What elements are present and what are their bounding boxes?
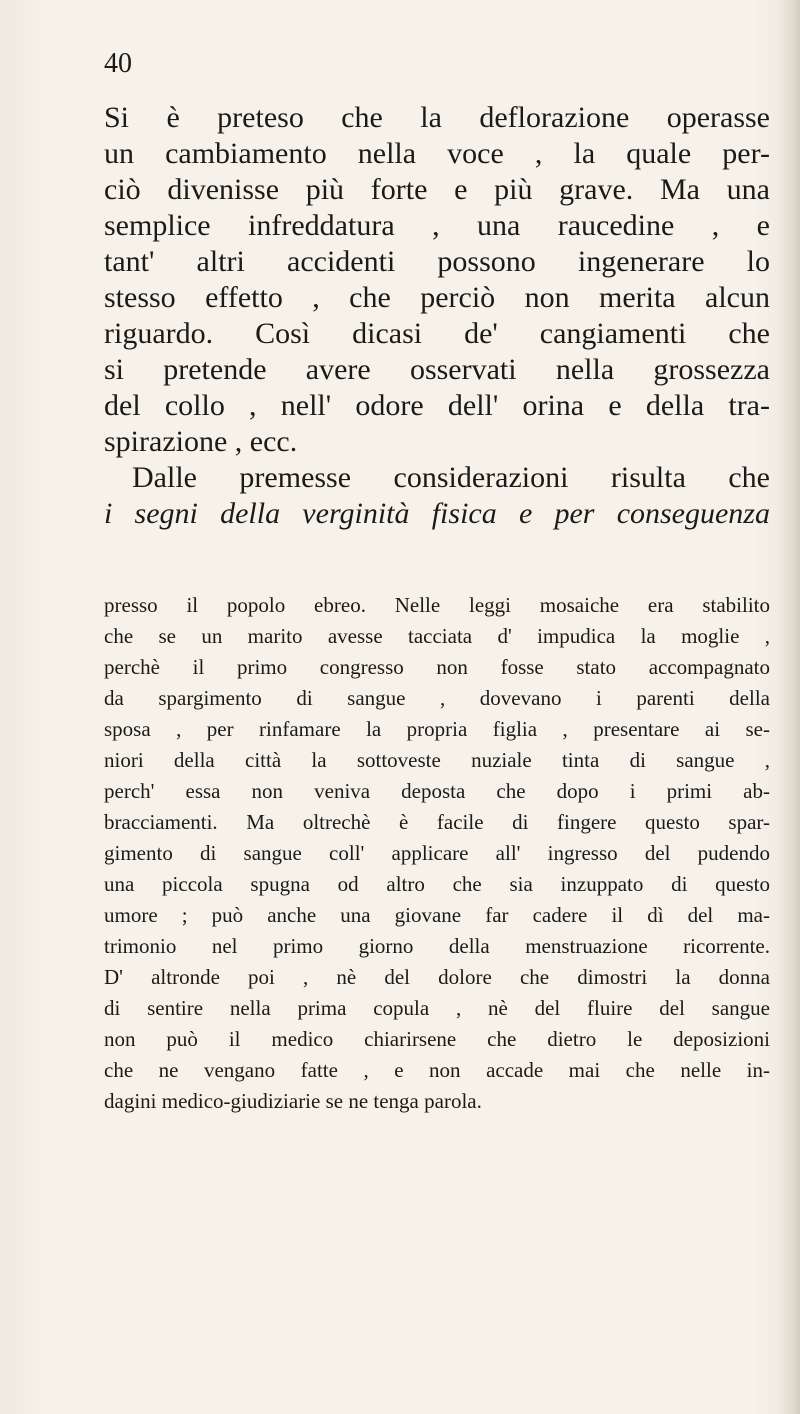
main-text-block (104, 100, 770, 532)
main-text-line: un cambiamento nella voce , la quale per- (104, 137, 770, 170)
main-text-line: del collo , nell' odore dell' orina e della tra- (104, 389, 770, 422)
main-text-line: stesso effetto , che perciò non merita alcun (104, 281, 770, 314)
footnote-line: umore ; può anche una giovane far cadere il dì del ma- (104, 903, 770, 927)
footnote-line: che ne vengano fatte , e non accade mai che nelle in- (104, 1058, 770, 1082)
main-text-line: ciò divenisse più forte e più grave. Ma una (104, 173, 770, 206)
main-text-line: Si è preteso che la deflorazione operasse (104, 101, 770, 134)
footnote-line: non può il medico chiarirsene che dietro le deposizioni (104, 1027, 770, 1051)
footnote-line: una piccola spugna od altro che sia inzuppato di questo (104, 872, 770, 896)
main-text-line: semplice infreddatura , una raucedine , e (104, 209, 770, 242)
footnote-line: da spargimento di sangue , dovevano i parenti della (104, 686, 770, 710)
main-text-line-italic: i segni della verginità fisica e per conseguenza (104, 497, 770, 530)
footnote-line: presso il popolo ebreo. Nelle leggi mosaiche era stabilito (104, 593, 770, 617)
footnote-line: bracciamenti. Ma oltrechè è facile di fingere questo spar- (104, 810, 770, 834)
main-text-line: si pretende avere osservati nella grossezza (104, 353, 770, 386)
footnote-line: di sentire nella prima copula , nè del fluire del sangue (104, 996, 770, 1020)
footnote-line: perchè il primo congresso non fosse stato accompagnato (104, 655, 770, 679)
main-text-line: riguardo. Così dicasi de' cangiamenti che (104, 317, 770, 350)
footnote-line: trimonio nel primo giorno della menstruazione ricorrente. (104, 934, 770, 958)
footnote-line: che se un marito avesse tacciata d' impudica la moglie , (104, 624, 770, 648)
page-number: 40 (104, 48, 132, 79)
footnote-line: perch' essa non veniva deposta che dopo i primi ab- (104, 779, 770, 803)
footnote-line: D' altronde poi , nè del dolore che dimostri la donna (104, 965, 770, 989)
footnote-line: niori della città la sottoveste nuziale tinta di sangue , (104, 748, 770, 772)
page-edge-shadow (778, 0, 800, 1414)
main-text-line: Dalle premesse considerazioni risulta che (132, 461, 770, 494)
footnote-line: gimento di sangue coll' applicare all' ingresso del pudendo (104, 841, 770, 865)
footnote-line: sposa , per rinfamare la propria figlia , presentare ai se- (104, 717, 770, 741)
footnote-line: dagini medico-giudiziarie se ne tenga parola. (104, 1089, 482, 1113)
main-text-line: tant' altri accidenti possono ingenerare lo (104, 245, 770, 278)
footnote-block (104, 590, 770, 1117)
main-text-line: spirazione , ecc. (104, 425, 298, 458)
